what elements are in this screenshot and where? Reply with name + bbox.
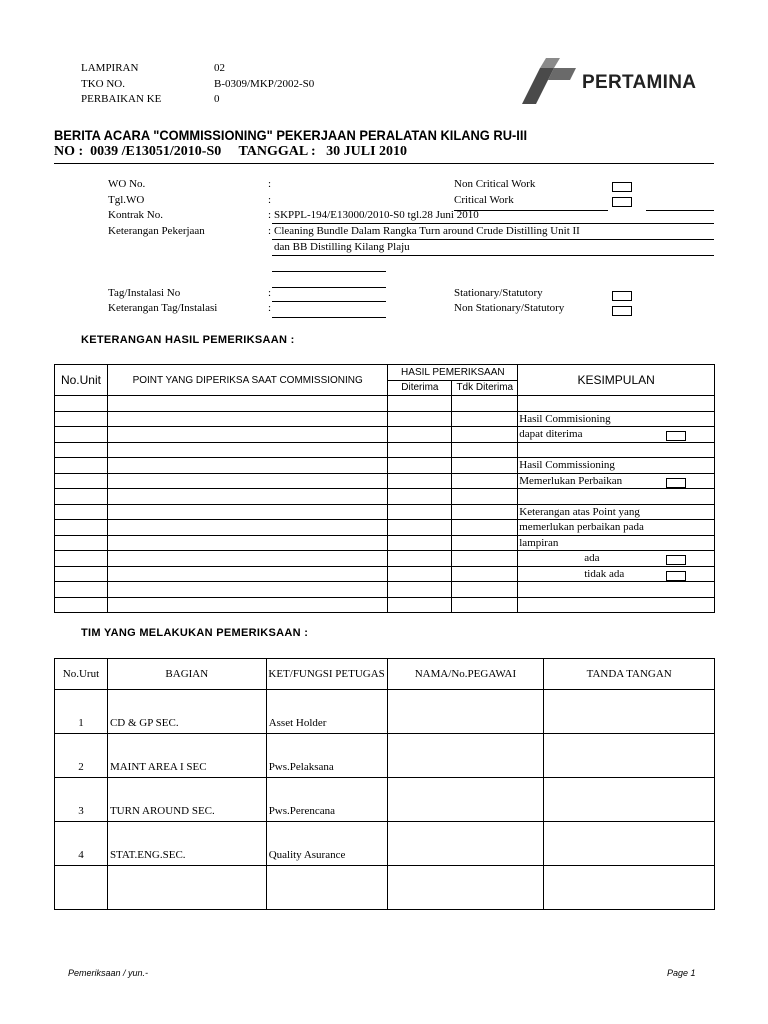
cell-no-unit [55, 473, 108, 489]
hasil-row [55, 442, 715, 458]
ket-tag-label: Keterangan Tag/Instalasi [108, 302, 218, 314]
ket-pekerjaan-underline1 [272, 239, 714, 240]
cell-diterima [388, 442, 452, 458]
cell-ket-fungsi: Asset Holder [266, 690, 387, 734]
cell-kesimpulan [518, 520, 715, 536]
cell-tdk-diterima [452, 582, 518, 598]
kesimpulan-text: dapat diterima [519, 428, 583, 441]
hasil-row [55, 396, 715, 412]
pertamina-logo-icon [520, 56, 580, 108]
cell-kesimpulan [518, 489, 715, 505]
cell-nama[interactable] [387, 690, 544, 734]
tag-label: Tag/Instalasi No [108, 287, 181, 299]
cell-kesimpulan [518, 597, 715, 613]
cell-kesimpulan [518, 566, 715, 582]
cell-point [107, 597, 387, 613]
critical-label: Critical Work [454, 194, 514, 206]
cell-kesimpulan [518, 504, 715, 520]
cell-diterima [388, 582, 452, 598]
non-critical-checkbox[interactable] [612, 182, 632, 192]
col-tanda-tangan: TANDA TANGAN [544, 659, 715, 690]
lampiran-value: 02 [214, 62, 225, 74]
tanggal-label: TANGGAL : [238, 144, 316, 159]
col-point: POINT YANG DIPERIKSA SAAT COMMISSIONING [107, 365, 387, 396]
lampiran-label: LAMPIRAN [81, 62, 139, 74]
col-diterima: Diterima [388, 380, 452, 396]
cell-point [107, 551, 387, 567]
logo-text: PERTAMINA [582, 72, 697, 93]
cell-tdk-diterima [452, 458, 518, 474]
kesimpulan-text: Memerlukan Perbaikan [519, 474, 623, 487]
kesimpulan-checkbox[interactable] [666, 555, 686, 565]
hasil-row [55, 582, 715, 598]
cell-diterima [388, 520, 452, 536]
cell-nama[interactable] [387, 866, 544, 910]
cell-ket-fungsi: Pws.Pelaksana [266, 734, 387, 778]
cell-point [107, 489, 387, 505]
cell-diterima [388, 458, 452, 474]
kesimpulan-text [518, 599, 519, 611]
cell-no-unit [55, 427, 108, 443]
cell-tdk-diterima [452, 489, 518, 505]
cell-kesimpulan [518, 473, 715, 489]
tim-row [55, 822, 715, 866]
non-stationary-label: Non Stationary/Statutory [454, 302, 565, 314]
cell-bagian: MAINT AREA I SEC [107, 734, 266, 778]
tko-label: TKO NO. [81, 78, 125, 90]
perbaikan-label: PERBAIKAN KE [81, 93, 162, 105]
cell-tanda-tangan[interactable] [544, 778, 715, 822]
cell-tdk-diterima [452, 427, 518, 443]
cell-point [107, 582, 387, 598]
cell-point [107, 396, 387, 412]
section-hasil-title: KETERANGAN HASIL PEMERIKSAAN : [81, 334, 295, 346]
hasil-row [55, 427, 715, 443]
hasil-row [55, 489, 715, 505]
cell-point [107, 566, 387, 582]
tgl-wo-colon: : [268, 194, 272, 206]
tim-row [55, 866, 715, 910]
cell-point [107, 520, 387, 536]
cell-kesimpulan [518, 396, 715, 412]
kesimpulan-checkbox[interactable] [666, 571, 686, 581]
ket-tag-line [272, 317, 386, 318]
cell-diterima [388, 411, 452, 427]
cell-bagian [107, 866, 266, 910]
kesimpulan-text: Hasil Commissioning [519, 459, 615, 472]
pertamina-logo [520, 56, 700, 108]
kesimpulan-text [518, 444, 519, 456]
kesimpulan-text: tidak ada [584, 567, 625, 580]
hasil-row [55, 458, 715, 474]
cell-bagian: STAT.ENG.SEC. [107, 822, 266, 866]
cell-diterima [388, 427, 452, 443]
blank-line [272, 271, 386, 272]
footer-page: Page 1 [667, 968, 696, 978]
kesimpulan-text: lampiran [519, 536, 559, 549]
cell-nama[interactable] [387, 778, 544, 822]
cell-no-unit [55, 411, 108, 427]
cell-bagian: TURN AROUND SEC. [107, 778, 266, 822]
stationary-checkbox[interactable] [612, 291, 632, 301]
section-tim-title: TIM YANG MELAKUKAN PEMERIKSAAN : [81, 627, 309, 639]
cell-diterima [388, 504, 452, 520]
col-nama: NAMA/No.PEGAWAI [387, 659, 544, 690]
cell-tdk-diterima [452, 442, 518, 458]
critical-checkbox[interactable] [612, 197, 632, 207]
kesimpulan-text [518, 397, 519, 409]
cell-no-unit [55, 535, 108, 551]
cell-ket-fungsi: Pws.Perencana [266, 778, 387, 822]
cell-kesimpulan [518, 411, 715, 427]
cell-no-urut: 2 [55, 734, 108, 778]
ket-pekerjaan-line1: Cleaning Bundle Dalam Rangka Turn around Crude Distilling Unit II [274, 225, 580, 237]
hasil-row [55, 551, 715, 567]
hasil-table [54, 364, 715, 613]
hasil-row [55, 566, 715, 582]
cell-kesimpulan [518, 551, 715, 567]
tgl-wo-label: Tgl.WO [108, 194, 145, 206]
tim-row [55, 690, 715, 734]
no-value: 0039 /E13051/2010-S0 [90, 144, 222, 159]
ket-pekerjaan-underline2 [272, 255, 714, 256]
cell-no-unit [55, 396, 108, 412]
cell-point [107, 442, 387, 458]
tanggal-value: 30 JULI 2010 [326, 144, 408, 159]
cell-no-urut: 1 [55, 690, 108, 734]
no-label: NO : [54, 144, 84, 159]
cell-ket-fungsi [266, 866, 387, 910]
cell-tanda-tangan[interactable] [544, 734, 715, 778]
kontrak-label: Kontrak No. [108, 209, 163, 221]
col-no-unit: No.Unit [55, 365, 108, 396]
kontrak-line [272, 223, 714, 224]
cell-nama[interactable] [387, 822, 544, 866]
cell-tdk-diterima [452, 411, 518, 427]
kontrak-value: SKPPL-194/E13000/2010-S0 tgl.28 Juni 2010 [274, 209, 479, 221]
hasil-row [55, 504, 715, 520]
cell-kesimpulan [518, 535, 715, 551]
hasil-row [55, 597, 715, 613]
cell-kesimpulan [518, 427, 715, 443]
kesimpulan-text: ada [584, 552, 600, 565]
col-ket-fungsi: KET/FUNGSI PETUGAS [266, 659, 387, 690]
cell-tdk-diterima [452, 566, 518, 582]
cell-diterima [388, 489, 452, 505]
cell-no-unit [55, 458, 108, 474]
col-bagian: BAGIAN [107, 659, 266, 690]
cell-diterima [388, 566, 452, 582]
cell-tdk-diterima [452, 396, 518, 412]
cell-diterima [388, 473, 452, 489]
footer-left: Pemeriksaan / yun.- [68, 968, 149, 978]
document-title: BERITA ACARA "COMMISSIONING" PEKERJAAN PERALATAN KILANG RU-III [54, 127, 528, 143]
kontrak-colon: : [268, 209, 272, 221]
cell-point [107, 427, 387, 443]
hasil-row [55, 535, 715, 551]
tim-row [55, 778, 715, 822]
cell-no-unit [55, 551, 108, 567]
cell-tanda-tangan[interactable] [544, 866, 715, 910]
tag-line-top [272, 287, 386, 288]
cell-kesimpulan [518, 442, 715, 458]
col-tdk-diterima: Tdk Diterima [452, 380, 518, 396]
non-critical-label: Non Critical Work [454, 178, 536, 190]
wo-no-label: WO No. [108, 178, 146, 190]
document-number-line [54, 144, 407, 160]
stationary-label: Stationary/Statutory [454, 287, 543, 299]
cell-diterima [388, 535, 452, 551]
cell-tdk-diterima [452, 504, 518, 520]
non-stationary-checkbox[interactable] [612, 306, 632, 316]
hasil-row [55, 411, 715, 427]
ket-pekerjaan-line2: dan BB Distilling Kilang Plaju [274, 241, 410, 253]
cell-point [107, 458, 387, 474]
perbaikan-value: 0 [214, 93, 220, 105]
hasil-row [55, 473, 715, 489]
wo-no-colon: : [268, 178, 272, 190]
cell-ket-fungsi: Quality Asurance [266, 822, 387, 866]
cell-diterima [388, 597, 452, 613]
title-divider [54, 163, 714, 164]
cell-no-unit [55, 489, 108, 505]
cell-no-unit [55, 520, 108, 536]
cell-bagian: CD & GP SEC. [107, 690, 266, 734]
tko-value: B-0309/MKP/2002-S0 [214, 78, 315, 90]
cell-no-urut: 4 [55, 822, 108, 866]
kesimpulan-text [518, 490, 519, 502]
ket-pekerjaan-colon: : [268, 225, 272, 237]
cell-no-unit [55, 582, 108, 598]
cell-point [107, 535, 387, 551]
kesimpulan-text: memerlukan perbaikan pada [519, 521, 644, 534]
cell-no-unit [55, 597, 108, 613]
ket-tag-colon: : [268, 302, 272, 314]
critical-underline-right [646, 210, 714, 211]
cell-tdk-diterima [452, 473, 518, 489]
cell-no-unit [55, 504, 108, 520]
kesimpulan-text: Hasil Commisioning [519, 412, 611, 425]
cell-diterima [388, 396, 452, 412]
cell-nama[interactable] [387, 734, 544, 778]
col-kesimpulan: KESIMPULAN [518, 365, 715, 396]
col-no-urut: No.Urut [55, 659, 108, 690]
hasil-row [55, 520, 715, 536]
cell-kesimpulan [518, 458, 715, 474]
cell-tdk-diterima [452, 520, 518, 536]
cell-point [107, 473, 387, 489]
kesimpulan-checkbox[interactable] [666, 431, 686, 441]
critical-underline [454, 210, 608, 211]
cell-point [107, 504, 387, 520]
cell-kesimpulan [518, 582, 715, 598]
col-hasil: HASIL PEMERIKSAAN [388, 365, 518, 381]
cell-tdk-diterima [452, 535, 518, 551]
tag-colon: : [268, 287, 272, 299]
cell-no-urut: 3 [55, 778, 108, 822]
ket-pekerjaan-label: Keterangan Pekerjaan [108, 225, 205, 237]
cell-tdk-diterima [452, 597, 518, 613]
kesimpulan-checkbox[interactable] [666, 478, 686, 488]
tag-line [272, 301, 386, 302]
cell-no-unit [55, 566, 108, 582]
cell-diterima [388, 551, 452, 567]
cell-no-unit [55, 442, 108, 458]
kesimpulan-text: Keterangan atas Point yang [519, 505, 640, 518]
tim-table [54, 658, 715, 910]
cell-tanda-tangan[interactable] [544, 822, 715, 866]
cell-tanda-tangan[interactable] [544, 690, 715, 734]
tim-row [55, 734, 715, 778]
cell-tdk-diterima [452, 551, 518, 567]
kesimpulan-text [518, 583, 519, 595]
cell-no-urut [55, 866, 108, 910]
cell-point [107, 411, 387, 427]
